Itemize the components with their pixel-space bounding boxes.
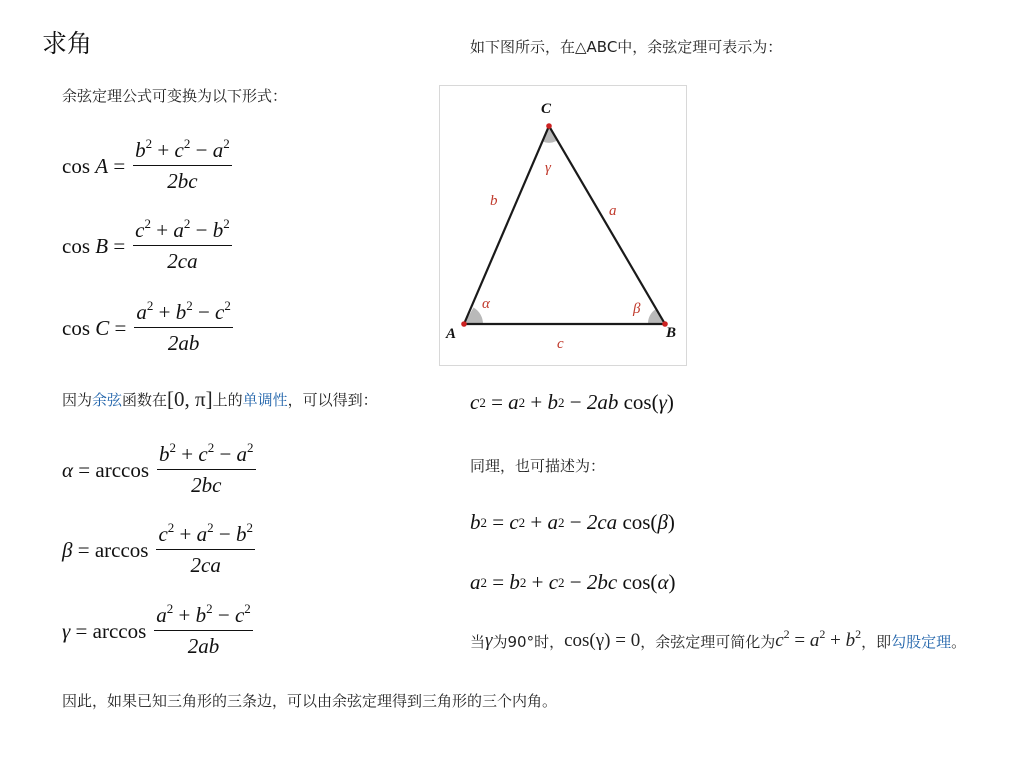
side-c-label: c [557,336,564,352]
vertex-c-point [546,123,552,129]
page-title: 求角 [42,29,93,58]
similar-text: 同理，也可描述为： [470,457,606,475]
link-cosine[interactable]: 余弦 [92,391,123,409]
formula-gamma: γ = arccos $\frac{a^2 + b^2 - c^2}{2ab}$ [62,601,251,658]
vertex-b-label: B [666,325,677,341]
cos-gamma-zero: cos(γ) = 0 [564,630,641,651]
side-b-line [464,126,549,324]
equation-c-squared: c 2 = a 2 + b 2 − 2ab cos( γ ) [470,390,674,414]
left-intro: 余弦定理公式可变换为以下形式： [62,87,288,105]
side-a-label: a [609,203,617,219]
angle-beta-label: β [633,301,641,317]
special-case-sentence: 当 γ 为90°时， cos(γ) = 0 ，余弦定理可简化为 $c^2 = a^2 + b^2$ ，即 勾股定理 。 [470,627,967,651]
conclusion-text: 因此，如果已知三角形的三条边，可以由余弦定理得到三角形的三个内角。 [62,692,558,710]
equation-b-squared: b 2 = c 2 + a 2 − 2ca cos( β ) [470,510,675,534]
pythagorean-formula: $c^2 = a^2 + b^2$ [775,627,862,651]
interval: [0, π] [167,387,213,411]
vertex-a-point [461,321,467,327]
link-pythagorean-theorem[interactable]: 勾股定理 [891,632,952,651]
formula-cos-c: cos C = $\frac{a^2 + b^2 - c^2}{2ab}$ [62,298,231,355]
link-monotonicity[interactable]: 单调性 [242,391,288,409]
side-a-line [549,126,665,324]
formula-cos-b: cos B = $\frac{c^2 + a^2 - b^2}{2ca}$ [62,216,230,273]
formula-alpha: α = arccos $\frac{b^2 + c^2 - a^2}{2bc}$ [62,440,254,497]
monotonic-sentence: 因为 余弦 函数在 [0, π] 上的 单调性 ，可以得到： [62,387,378,411]
side-b-label: b [490,193,498,209]
equation-a-squared: a 2 = b 2 + c 2 − 2bc cos( α ) [470,570,676,594]
right-intro: 如下图所示，在△ABC中，余弦定理可表示为： [470,38,783,56]
angle-alpha-label: α [482,296,490,312]
angle-gamma-label: γ [545,160,551,176]
formula-cos-a: cos A = $\frac{b^2 + c^2 - a^2}{2bc}$ [62,136,230,193]
vertex-c-label: C [541,101,552,117]
triangle-svg [440,86,686,365]
formula-beta: β = arccos $\frac{c^2 + a^2 - b^2}{2ca}$ [62,520,253,577]
triangle-diagram [439,85,687,366]
vertex-a-label: A [446,326,457,342]
